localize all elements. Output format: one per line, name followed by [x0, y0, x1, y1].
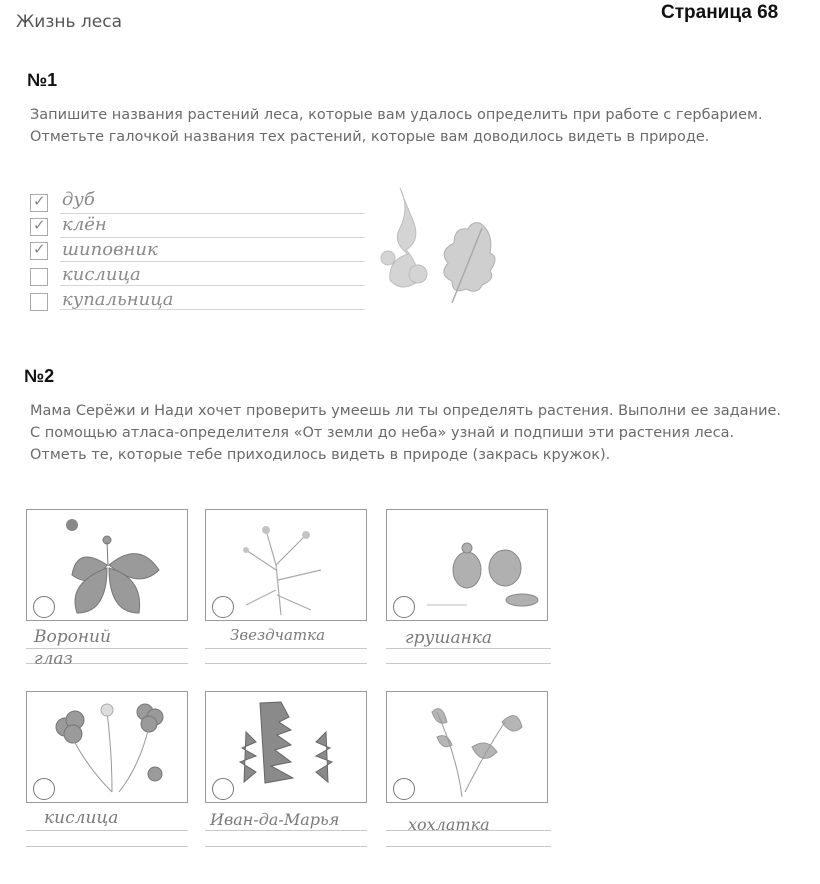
- list-item: дуб: [62, 189, 95, 210]
- plant-label: Иван-да-Марья: [210, 810, 340, 829]
- plant-label: Звездчатка: [230, 626, 326, 644]
- plant-card: [26, 509, 188, 621]
- plant-card: [205, 691, 367, 803]
- line: [60, 261, 365, 262]
- line: [386, 663, 551, 664]
- task1-text: Запишите названия растений леса, которые вам удалось определить при работе с гербарием. Отметьте галочкой названия тех растений, которые вам доводилось видеть в природе.: [30, 107, 763, 145]
- plant-label: грушанка: [405, 628, 493, 648]
- checkbox-oak[interactable]: [30, 194, 48, 212]
- line: [205, 648, 367, 649]
- line: [60, 285, 365, 286]
- seen-circle[interactable]: [33, 778, 55, 800]
- herbarium-leaves-image: [370, 178, 510, 308]
- line: [205, 830, 367, 831]
- list-item: клён: [62, 214, 107, 235]
- line: [26, 830, 188, 831]
- plant-card: [386, 509, 548, 621]
- check-icon: ✓: [33, 240, 46, 258]
- checkbox-wood-sorrel[interactable]: [30, 268, 48, 286]
- seen-circle[interactable]: [33, 596, 55, 618]
- line: [205, 846, 367, 847]
- line: [205, 663, 367, 664]
- plant-label: кислица: [44, 808, 119, 828]
- task2-text: Мама Серёжи и Нади хочет проверить умеешь ли ты определять растения. Выполни ее задание. С помощью атласа-определителя «От земли до неба» узнай и подпиши эти растения леса. Отметь те, которые тебе приходилось видеть в природе (закрась кружок).: [30, 403, 782, 463]
- task1-number: №1: [27, 70, 58, 90]
- line: [60, 237, 365, 238]
- checkbox-rosehip[interactable]: [30, 242, 48, 260]
- plant-card: [26, 691, 188, 803]
- check-icon: ✓: [33, 192, 46, 210]
- plant-label: хохлатка: [408, 815, 490, 834]
- checkbox-maple[interactable]: [30, 218, 48, 236]
- check-icon: ✓: [33, 216, 46, 234]
- line: [386, 846, 551, 847]
- task2-number: №2: [24, 366, 55, 386]
- checkbox-globeflower[interactable]: [30, 293, 48, 311]
- page-number: Страница 68: [661, 2, 779, 23]
- seen-circle[interactable]: [393, 596, 415, 618]
- seen-circle[interactable]: [393, 778, 415, 800]
- plant-card: [386, 691, 548, 803]
- line: [386, 648, 551, 649]
- seen-circle[interactable]: [212, 778, 234, 800]
- topic-title: Жизнь леса: [16, 12, 123, 32]
- line: [26, 846, 188, 847]
- list-item: кислица: [62, 264, 141, 285]
- list-item: купальница: [62, 289, 174, 310]
- list-item: шиповник: [62, 239, 158, 260]
- plant-card: [205, 509, 367, 621]
- seen-circle[interactable]: [212, 596, 234, 618]
- plant-label: Вороний глаз: [34, 627, 111, 669]
